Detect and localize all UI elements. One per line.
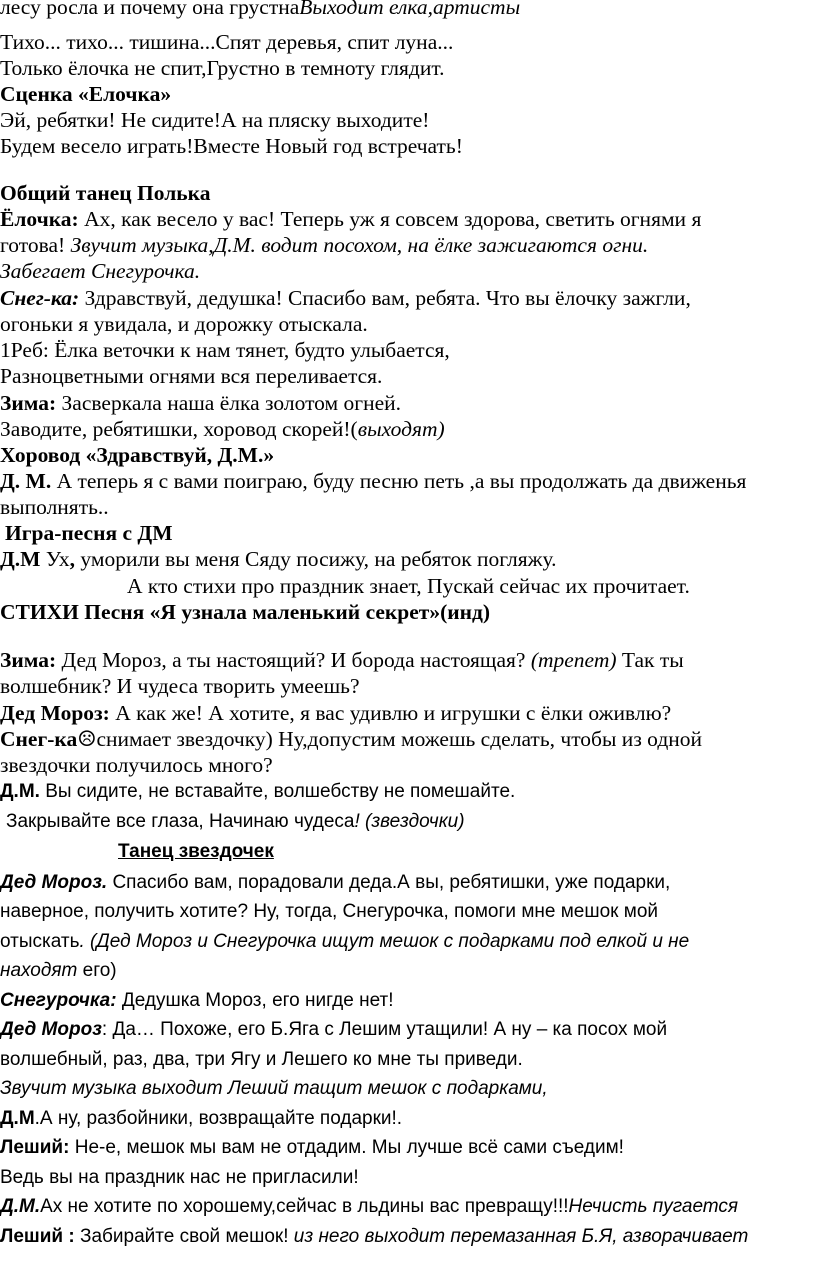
text-line [0, 363, 382, 389]
text-segment: А кто стихи про праздник знает, Пускай сейчас их прочитает. [127, 574, 690, 598]
text-segment: Ух [40, 547, 70, 571]
text-line [0, 673, 360, 699]
text-line [0, 957, 117, 985]
text-segment: Танец звездочек [118, 841, 274, 862]
text-segment: Снег-ка: [0, 286, 80, 310]
text-line [0, 1046, 523, 1074]
text-line [0, 1164, 359, 1192]
text-line [0, 206, 701, 232]
text-segment: А как же! А хотите, я вас удивлю и игрушки с ёлки оживлю? [109, 701, 672, 725]
text-segment: ! (звездочки) [354, 811, 465, 832]
text-segment: звездочки получилось много? [0, 753, 273, 777]
text-line [0, 55, 445, 81]
text-line [0, 311, 368, 337]
text-segment: Хоровод «Здравствуй, Д.М.» [0, 443, 275, 467]
text-line [0, 726, 702, 752]
text-segment: Леший : [0, 1226, 75, 1247]
text-segment: 1Реб: Ёлка веточки к нам тянет, будто улыбается, [0, 338, 450, 362]
text-line [0, 599, 490, 625]
text-line [0, 285, 691, 311]
text-segment: Разноцветными огнями вся переливается. [0, 364, 383, 388]
text-segment: находят [0, 960, 78, 981]
text-segment: Здравствуй, дедушка! Спасибо вам, ребята. Что вы ёлочку зажгли, [79, 286, 691, 310]
text-segment: Д.М [0, 547, 41, 571]
text-line [0, 107, 429, 133]
text-line [0, 468, 746, 494]
text-line [0, 1193, 738, 1221]
text-segment: Звучит музыка,Д.М. водит посохом, на ёлке зажигаются огни. [70, 233, 649, 257]
text-segment: Зима: [0, 648, 57, 672]
text-segment: Не-е, мешок мы вам не отдадим. Мы лучше всё сами съедим! [69, 1137, 624, 1158]
text-line [0, 390, 401, 416]
text-line [0, 258, 200, 284]
text-segment: А теперь я с вами поиграю, буду песню петь ,а вы продолжать да движенья [51, 469, 747, 493]
text-segment: готова! [0, 233, 71, 257]
text-segment: наверное, получить хотите? Ну, тогда, Снегурочка, помоги мне мешок мой [0, 901, 658, 922]
text-line [0, 928, 689, 956]
text-segment: Ах не хотите по хорошему,сейчас в льдины вас превращу!!! [40, 1196, 569, 1217]
text-line [0, 1105, 402, 1133]
text-segment: из него выходит перемазанная Б.Я, азворачивает [293, 1226, 749, 1247]
text-segment: волшебный, раз, два, три Ягу и Лешего ко мне ты приведи. [0, 1049, 523, 1070]
text-segment: .А ну, разбойники, возвращайте подарки!. [34, 1108, 403, 1129]
text-segment: Дед Мороз: [0, 701, 110, 725]
text-line [0, 133, 463, 159]
text-line [0, 0, 520, 20]
text-segment: отыскать [0, 931, 80, 952]
text-segment: Д. М. [0, 469, 52, 493]
text-segment: Снегурочка: [0, 990, 117, 1011]
text-segment: Ах, как весело у вас! Теперь уж я совсем здорова, светить огнями я [78, 207, 702, 231]
text-line [6, 808, 465, 836]
text-line [0, 81, 171, 107]
text-segment: Забирайте свой мешок! [74, 1226, 294, 1247]
text-segment: Игра-песня с ДМ [5, 521, 173, 545]
text-segment: Заводите, ребятишки, хоровод скорей!( [0, 417, 358, 441]
text-segment: Вы сидите, не вставайте, волшебству не помешайте. [39, 781, 516, 802]
text-line [118, 838, 274, 866]
text-segment: Сценка «Елочка» [0, 82, 172, 106]
text-line [0, 546, 556, 572]
text-segment: Дед Мороз. [0, 872, 108, 893]
text-segment: Тихо... тихо... тишина...Спят деревья, спит луна... [0, 30, 454, 54]
text-segment: Закрывайте все глаза, Начинаю чудеса [6, 811, 355, 832]
text-segment: (трепет) [530, 648, 617, 672]
text-line [0, 1016, 667, 1044]
text-segment: его) [77, 960, 117, 981]
text-line [0, 232, 648, 258]
text-segment: уморили вы меня Сяду посижу, на ребяток погляжу. [75, 547, 557, 571]
text-line [0, 1134, 624, 1162]
text-segment: Дед Мороз, а ты настоящий? И борода настоящая? [56, 648, 531, 672]
text-segment: : Да… Похоже, его Б.Яга с Лешим утащили! А ну – ка посох мой [101, 1019, 668, 1040]
text-segment: Дедушка Мороз, его нигде нет! [116, 990, 394, 1011]
text-segment: огоньки я увидала, и дорожку отыскала. [0, 312, 368, 336]
text-segment: Д.М [0, 1108, 35, 1129]
text-line [0, 700, 671, 726]
text-segment: Леший: [0, 1137, 70, 1158]
text-segment: Ведь вы на праздник нас не пригласили! [0, 1167, 359, 1188]
text-segment: Забегает Снегурочка. [0, 259, 201, 283]
text-line [0, 987, 394, 1015]
text-segment: Только ёлочка не спит,Грустно в темноту глядит. [0, 56, 445, 80]
text-segment: Дед Мороз [0, 1019, 102, 1040]
text-segment: Ёлочка: [0, 207, 79, 231]
text-line [0, 647, 684, 673]
text-line [0, 337, 450, 363]
text-segment: . (Дед Мороз и Снегурочка ищут мешок с подарками под елкой и не [79, 931, 690, 952]
text-line [5, 520, 173, 546]
text-segment: Д.М. [0, 781, 40, 802]
text-segment: Нечисть пугается [568, 1196, 739, 1217]
text-line [0, 752, 273, 778]
text-segment: Звучит музыка выходит Леший тащит мешок с подарками, [0, 1078, 548, 1099]
text-line [0, 494, 109, 520]
text-line [0, 180, 210, 206]
text-segment: Зима: [0, 391, 57, 415]
text-segment: ☹снимает звездочку) Ну,допустим можешь сделать, чтобы из одной [77, 727, 703, 751]
text-segment: Засверкала наша ёлка золотом огней. [56, 391, 401, 415]
text-line [0, 29, 453, 55]
text-segment: Так ты [616, 648, 684, 672]
text-segment: СТИХИ Песня «Я узнала маленький секрет»(инд) [0, 600, 491, 624]
text-line [0, 1075, 548, 1103]
text-line [0, 898, 658, 926]
text-line [0, 442, 274, 468]
text-segment: , [69, 547, 76, 571]
text-segment: выходят) [357, 417, 445, 441]
text-line [0, 1223, 748, 1251]
text-segment: Выходит елка,артисты [299, 0, 521, 19]
text-segment: Эй, ребятки! Не сидите!А на пляску выходите! [0, 108, 430, 132]
text-segment: Д.М. [0, 1196, 41, 1217]
text-line [0, 869, 670, 897]
text-segment: лесу росла и почему она грустна [0, 0, 300, 19]
text-segment: выполнять.. [0, 495, 109, 519]
text-line [0, 778, 515, 806]
text-segment: Будем весело играть!Вместе Новый год встречать! [0, 134, 463, 158]
text-segment: Спасибо вам, порадовали деда.А вы, ребятишки, уже подарки, [107, 872, 671, 893]
text-segment: Снег-ка [0, 727, 78, 751]
text-segment: волшебник? И чудеса творить умеешь? [0, 674, 360, 698]
text-segment: Общий танец Полька [0, 181, 211, 205]
text-line [0, 416, 445, 442]
text-line [127, 573, 690, 599]
